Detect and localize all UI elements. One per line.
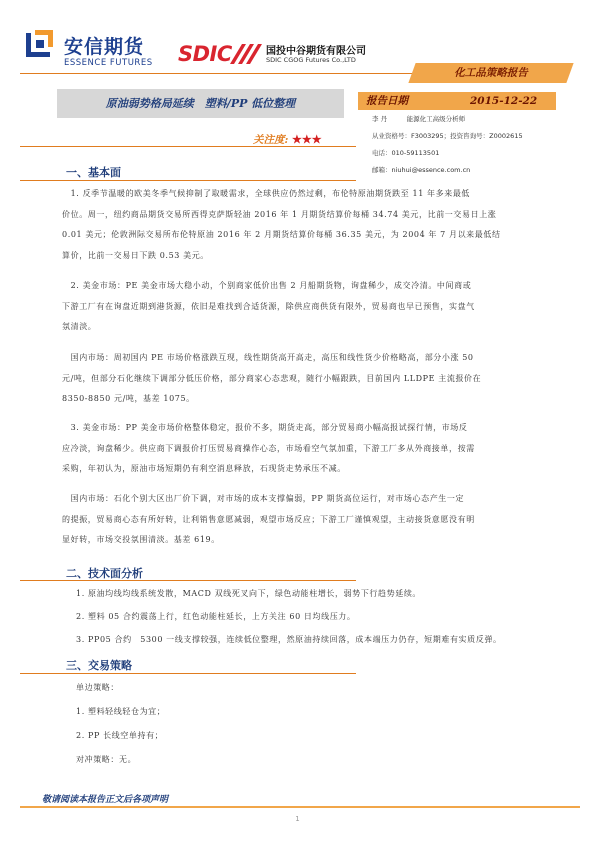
sdic-logo-text: SDIC bbox=[178, 42, 232, 66]
sdic-stripes-icon bbox=[228, 42, 262, 66]
section-technical: 二、技术面分析 bbox=[66, 567, 143, 580]
essence-logo-en: ESSENCE FUTURES bbox=[64, 58, 153, 68]
essence-logo-cn: 安信期货 bbox=[64, 36, 145, 58]
strategy-point-2: 2. PP 长线空单持有； bbox=[76, 731, 164, 740]
analyst-license: 从业资格号：F3003295；投资咨询号：Z0002615 bbox=[372, 132, 523, 140]
paragraph-pp-domestic: 国内市场：石化个别大区出厂价下调，对市场的成本支撑偏弱，PP 期货高位运行，对市场心态产生一定 的提振，贸易商心态有所好转，让利销售意愿减弱，观望市场反应；下游工厂谨慎观望，主动接货意愿没有明 显好转，市场交投氛围清淡。基差 619。 bbox=[62, 494, 475, 544]
disclaimer-note: 敬请阅读本报告正文后各项声明 bbox=[42, 795, 169, 805]
attention-divider bbox=[20, 146, 356, 147]
analyst-phone: 电话：010-59113501 bbox=[372, 149, 440, 157]
header-divider bbox=[20, 73, 412, 74]
essence-futures-logo bbox=[26, 30, 176, 76]
analyst-name: 李 丹 能源化工高级分析师 bbox=[372, 115, 466, 123]
report-title: 原油弱势格局延续 塑料/PP 低位整理 bbox=[105, 97, 296, 110]
report-date-label: 报告日期 bbox=[366, 95, 408, 107]
report-date-value: 2015-12-22 bbox=[470, 95, 538, 107]
page-number: 1 bbox=[295, 815, 300, 823]
essence-logo-icon bbox=[26, 30, 56, 60]
technical-point-1: 1. 原油均线均线系统发散，MACD 双线死叉向下，绿色动能柱增长，弱势下行趋势延续。 bbox=[76, 589, 422, 598]
section-strategy: 三、交易策略 bbox=[66, 659, 132, 672]
section-divider bbox=[20, 180, 356, 181]
section-divider bbox=[20, 673, 356, 674]
attention-stars: ★★★ bbox=[292, 133, 322, 146]
technical-point-3: 3. PP05 合约 5300 一线支撑较强，连续低位整理，然原油持续回落，成本端压力仍存，短期难有实质反弹。 bbox=[76, 635, 502, 644]
sdic-logo bbox=[178, 40, 438, 70]
report-category: 化工品策略报告 bbox=[454, 67, 528, 79]
paragraph-pe-domestic: 国内市场：周初国内 PE 市场价格涨跌互现，线性期货高开高走，高压和线性货少价格略高，部分小涨 50 元/吨，但部分石化继续下调部分低压价格，部分商家心态悲观，随行小幅跟跌，目前国内 LLDPE 主流报价在 8350-8850 元/吨，基差 1075。 bbox=[62, 353, 482, 403]
strategy-single-side-label: 单边策略： bbox=[76, 683, 119, 692]
attention-rating bbox=[253, 132, 322, 147]
sdic-company-cn: 国投中谷期货有限公司 bbox=[266, 46, 366, 57]
sdic-company-en: SDIC CGOG Futures Co.,LTD bbox=[266, 56, 356, 64]
paragraph-crude-oil: 1. 反季节温暖的欧美冬季气候抑制了取暖需求，全球供应仍然过剩，布伦特原油期货跌至 11 年多来最低 价位。周一，纽约商品期货交易所西得克萨斯轻油 2016 年 1 月期货结算价每桶 34.74 美元，比前一交易日上涨 0.01 美元；伦敦洲际交易所布伦特原油 2016 年 2 月期货结算价每桶 36.35 美元，为 2004 年 7 月以来最低结 算价，比前一交易日下跌 0.53 美元。 bbox=[62, 189, 501, 260]
section-divider bbox=[20, 580, 356, 581]
paragraph-pp-dollar-market: 3. 美金市场：PP 美金市场价格整体稳定，报价不多，期货走高，部分贸易商小幅高报试探行情，市场反 应冷淡，询盘稀少。供应商下调报价打压贸易商操作心态，市场看空气氛加重，下游工厂多从外商接单，按需 采购，年初认为，原油市场短期仍有利空消息释放，石现货走势承压不减。 bbox=[62, 423, 475, 473]
paragraph-pe-dollar-market: 2. 美金市场：PE 美金市场大稳小动，个别商家低价出售 2 月船期货物，询盘稀少，成交冷清。中间商或 下游工厂有在询盘近期到港货源，依旧是难找到合适货源，除供应商供货有限外，贸易商也早已预售，实盘气 氛清淡。 bbox=[62, 281, 475, 331]
strategy-hedge: 对冲策略：无。 bbox=[76, 755, 137, 764]
strategy-point-1: 1. 塑料轻线轻仓为宜； bbox=[76, 707, 166, 716]
attention-label: 关注度: bbox=[253, 134, 289, 146]
analyst-email: 邮箱：niuhui@essence.com.cn bbox=[372, 166, 471, 174]
technical-point-2: 2. 塑料 05 合约震荡上行，红色动能柱延长，上方关注 60 日均线压力。 bbox=[76, 612, 356, 621]
section-fundamentals: 一、基本面 bbox=[66, 166, 121, 179]
footer-divider bbox=[20, 806, 580, 808]
